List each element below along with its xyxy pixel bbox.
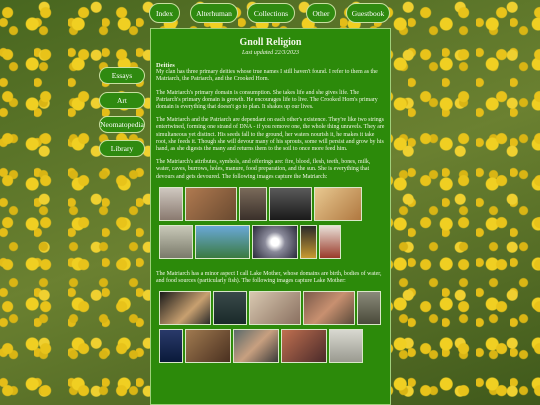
gallery-image[interactable]: [159, 291, 211, 325]
top-navigation: [0, 3, 540, 25]
nav-essays[interactable]: Essays: [99, 67, 145, 84]
matriarch-gallery: [156, 187, 385, 271]
page-title: Gnoll Religion: [239, 37, 302, 48]
nav-neomatopedia[interactable]: Neomatopedia: [99, 116, 145, 133]
content-panel: [150, 28, 391, 405]
nav-art[interactable]: Art: [99, 92, 145, 109]
gallery-image[interactable]: [185, 329, 231, 363]
article-body: [151, 62, 390, 371]
paragraph-domains: The Matriarch's primary domain is consumption. She takes life and she gives life. The Patriarch's primary domain is growth. He encourages life to live. The Crooked Horn's primary domain is everything that doesn't go to plan. It shakes up our lives.: [156, 89, 378, 111]
nav-alterhuman[interactable]: Alterhuman: [190, 3, 238, 23]
section-heading: Deities: [156, 62, 175, 69]
nav-library[interactable]: Library: [99, 140, 145, 157]
nav-collections[interactable]: Collections: [247, 3, 295, 23]
gallery-image[interactable]: [329, 329, 363, 363]
paragraph-intro: My clan has three primary deities whose true names I still haven't found. I refer to them as the Matriarch, the Patriarch, and the Crooked Horn.: [156, 69, 378, 83]
gallery-image[interactable]: [159, 329, 183, 363]
gallery-image[interactable]: [281, 329, 327, 363]
nav-guestbook[interactable]: Guestbook: [346, 3, 390, 23]
last-updated: Last updated 22/3/2023: [241, 50, 299, 56]
paragraph-matriarch-attributes: The Matriarch's attributes, symbols, and offerings are: fire, blood, flesh, teeth, bones, milk, water, caves, burrows, holes, manure, food preparation, and the sun. She is everything that devours and gets devoured. The following images capture the Matriarch:: [156, 159, 371, 180]
paragraph-lake-mother: The Matriarch has a minor aspect I call Lake Mother, whose domains are birth, bodies of water, and food sources (particularly fish). The following images capture Lake Mother:: [156, 270, 382, 285]
gallery-image[interactable]: [213, 291, 247, 325]
paragraph-dependence: The Matriarch and the Patriarch are dependant on each other's existence. They're like two strings entertwined, forming one strand of DNA - if you remove one, the whole thing unravels. They are simultaneous yet distinct. His seeds fall to the ground, her waters nourish it, he makes it take root, she feeds it. Though she will devour many of his sprouts, some will persist and grow by his hand, as she digests the many and returns them to the soil to once more feed him.: [156, 117, 385, 153]
gallery-image[interactable]: [233, 329, 279, 363]
gallery-image[interactable]: [319, 225, 341, 259]
gallery-image[interactable]: [269, 187, 312, 221]
lake-mother-gallery: [156, 291, 385, 371]
nav-index[interactable]: Index: [149, 3, 180, 23]
gallery-image[interactable]: [239, 187, 267, 221]
gallery-image[interactable]: [159, 225, 193, 259]
gallery-image[interactable]: [252, 225, 298, 259]
gallery-image[interactable]: [195, 225, 250, 259]
gallery-image[interactable]: [303, 291, 355, 325]
gallery-image[interactable]: [314, 187, 362, 221]
gallery-image[interactable]: [357, 291, 381, 325]
gallery-image[interactable]: [249, 291, 301, 325]
gallery-image[interactable]: [300, 225, 317, 259]
gallery-image[interactable]: [185, 187, 237, 221]
nav-other[interactable]: Other: [306, 3, 336, 23]
gallery-image[interactable]: [159, 187, 183, 221]
